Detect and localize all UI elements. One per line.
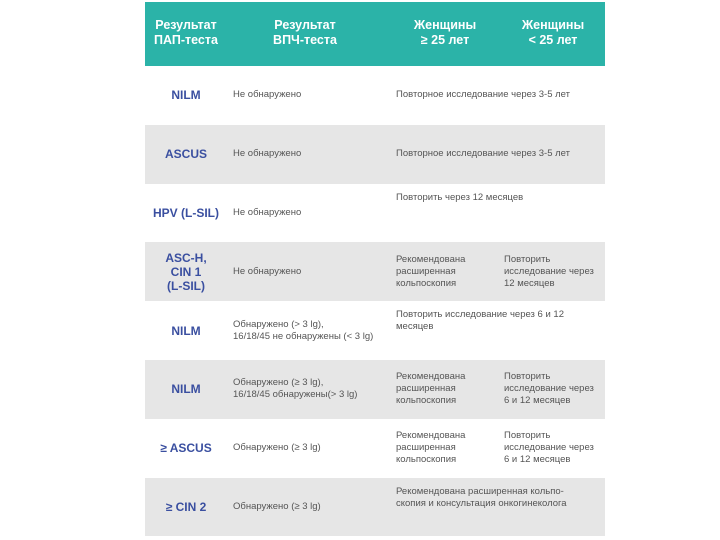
- pap-result-cell: ASC-H, CIN 1 (L-SIL): [165, 250, 207, 293]
- pap-result-cell: HPV (L-SIL): [153, 205, 219, 220]
- pap-result-cell: ≥ CIN 2: [165, 499, 207, 514]
- pap-result-cell: NILM: [171, 323, 201, 338]
- recommendation-all-ages-cell: Повторить через 12 месяцев: [396, 191, 524, 203]
- hpv-result-cell: Не обнаружено: [233, 148, 302, 160]
- hpv-result-cell: Обнаружено (≥ 3 lg): [233, 442, 321, 454]
- table-row: [145, 360, 605, 419]
- recommendation-all-ages-cell: Повторное исследование через 3-5 лет: [396, 89, 570, 101]
- header-hpv-result: Результат ВПЧ-теста: [273, 18, 337, 47]
- pap-result-cell: NILM: [171, 382, 201, 397]
- recommendation-25-plus-cell: Рекомендована расширенная кольпоскопия: [396, 371, 466, 407]
- table-row: [145, 478, 605, 537]
- recommendation-25-plus-cell: Рекомендована расширенная кольпоскопия: [396, 430, 466, 466]
- table-row: [145, 184, 605, 243]
- recommendation-under-25-cell: Повторить исследование через 6 и 12 месяцев: [504, 371, 594, 407]
- hpv-result-cell: Не обнаружено: [233, 265, 302, 277]
- recommendation-under-25-cell: Повторить исследование через 12 месяцев: [504, 253, 594, 289]
- header-women-25-plus: Женщины ≥ 25 лет: [413, 18, 477, 47]
- table-row: [145, 66, 605, 125]
- hpv-result-cell: Обнаружено (> 3 lg), 16/18/45 не обнаружены (< 3 lg): [233, 318, 374, 342]
- hpv-result-cell: Обнаружено (≥ 3 lg), 16/18/45 обнаружены(> 3 lg): [233, 377, 358, 401]
- recommendation-all-ages-cell: Рекомендована расширенная кольпо- скопия и консультация онкогинеколога: [396, 485, 567, 509]
- header-women-under-25: Женщины < 25 лет: [521, 18, 585, 47]
- table-row: [145, 125, 605, 184]
- table-row: [145, 242, 605, 301]
- hpv-result-cell: Не обнаружено: [233, 206, 302, 218]
- hpv-result-cell: Не обнаружено: [233, 89, 302, 101]
- pap-result-cell: ≥ ASCUS: [160, 441, 212, 456]
- screening-table: [145, 2, 605, 540]
- recommendation-all-ages-cell: Повторить исследование через 6 и 12 месяцев: [396, 309, 564, 333]
- pap-result-cell: ASCUS: [164, 147, 207, 162]
- hpv-result-cell: Обнаружено (≥ 3 lg): [233, 500, 321, 512]
- recommendation-25-plus-cell: Рекомендована расширенная кольпоскопия: [396, 253, 466, 289]
- pap-result-cell: NILM: [171, 88, 201, 103]
- recommendation-under-25-cell: Повторить исследование через 6 и 12 месяцев: [504, 430, 594, 466]
- table-header: [145, 2, 605, 66]
- recommendation-all-ages-cell: Повторное исследование через 3-5 лет: [396, 148, 570, 160]
- table-row: [145, 301, 605, 360]
- table-row: [145, 419, 605, 478]
- header-pap-result: Результат ПАП-теста: [154, 18, 218, 47]
